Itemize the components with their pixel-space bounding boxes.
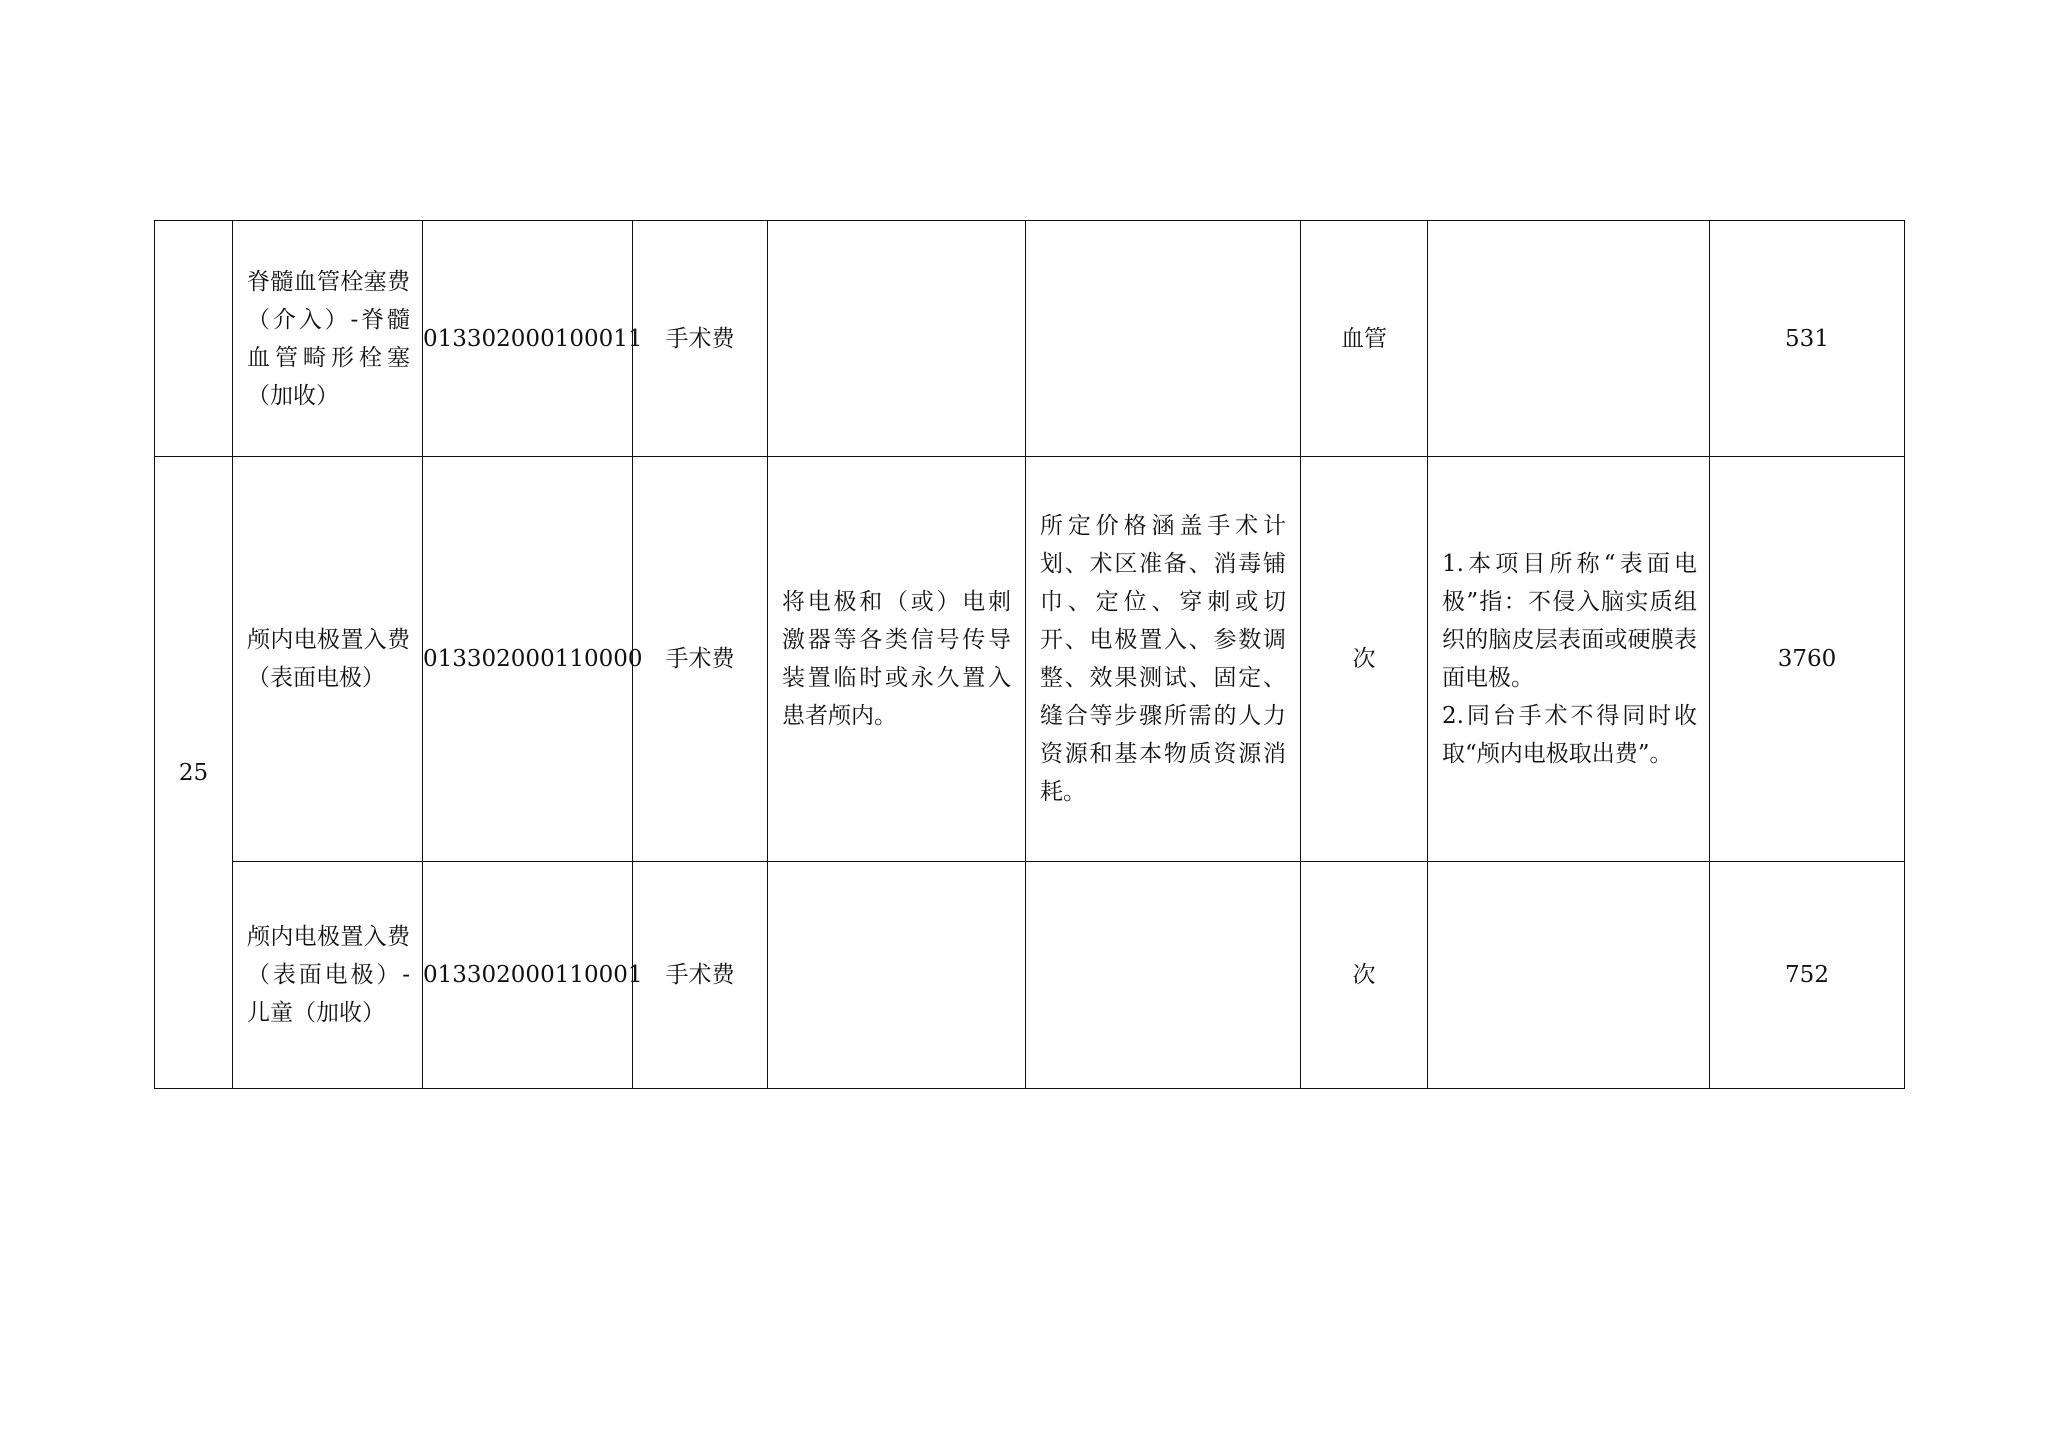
category-cell [633,221,768,457]
item-name-cell [233,221,423,457]
explanation-cell [1428,862,1710,1089]
item-name: 颅内电极置入费（表面电极）-儿童（加收） [247,924,410,1026]
seq-cell [155,221,233,457]
price-note: 所定价格涵盖手术计划、术区准备、消毒铺巾、定位、穿刺或切开、电极置入、参数调整、效果测试、固定、缝合等步骤所需的人力资源和基本物质资源消耗。 [1040,513,1286,805]
service-content-cell [768,862,1026,1089]
table-row [155,221,1905,457]
price-cell [1710,862,1905,1089]
category-cell [633,862,768,1089]
item-code: 013302000100011 [423,325,643,352]
table-row [155,862,1905,1089]
category: 手术费 [665,325,735,352]
seq-cell [155,457,233,1089]
price-note-cell [1026,457,1301,862]
item-name-cell [233,862,423,1089]
price-note-cell [1026,862,1301,1089]
table-row [155,457,1905,862]
unit-cell [1301,862,1428,1089]
explanation-cell [1428,221,1710,457]
price: 3760 [1777,646,1837,672]
service-content-cell [768,457,1026,862]
category: 手术费 [665,962,735,988]
item-code-cell [423,221,643,457]
price-cell [1710,457,1905,862]
item-code-cell [423,862,643,1089]
service-content-cell [768,221,1026,457]
item-name: 颅内电极置入费（表面电极） [247,627,410,691]
item-name-cell [233,457,423,862]
category-cell [633,457,768,862]
item-code: 013302000110000 [423,646,643,672]
explanation-cell [1428,457,1710,862]
unit-cell [1301,221,1428,457]
seq-number: 25 [178,759,209,786]
unit: 次 [1352,646,1376,672]
unit: 次 [1352,962,1376,988]
explanation-note: 1.本项目所称“表面电极”指：不侵入脑实质组织的脑皮层表面或硬膜表面电极。 [1442,551,1697,691]
fee-table [154,220,1905,1089]
explanation-note: 2.同台手术不得同时收取“颅内电极取出费”。 [1442,703,1697,767]
service-content: 将电极和（或）电刺激器等各类信号传导装置临时或永久置入患者颅内。 [782,589,1011,729]
price-cell [1710,221,1905,457]
item-name: 脊髓血管栓塞费（介入）-脊髓血管畸形栓塞（加收） [247,268,410,409]
unit: 血管 [1341,325,1387,352]
item-code-cell [423,457,643,862]
unit-cell [1301,457,1428,862]
price: 531 [1785,325,1829,352]
price: 752 [1785,962,1829,988]
category: 手术费 [665,646,735,672]
price-note-cell [1026,221,1301,457]
item-code: 013302000110001 [423,962,643,988]
